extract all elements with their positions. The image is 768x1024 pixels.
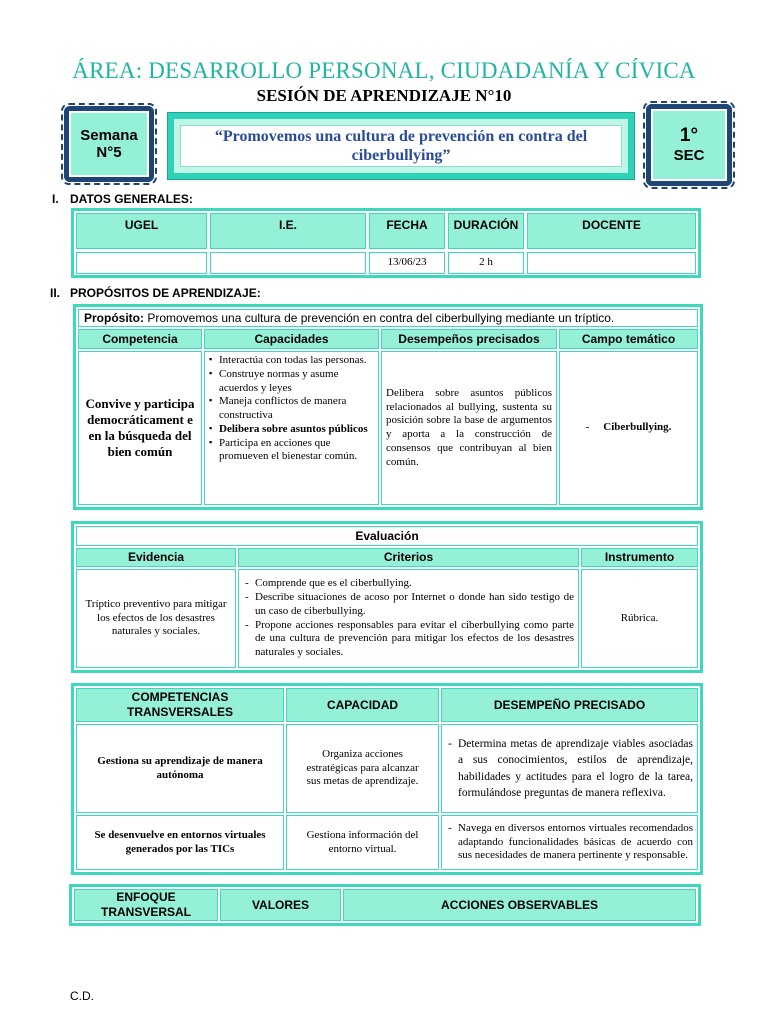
datos-generales-table: [71, 208, 701, 278]
area-title: ÁREA: DESARROLLO PERSONAL, CIUDADANÍA Y CÍVICA: [72, 58, 696, 83]
session-topic-frame: [167, 112, 635, 180]
section-number: II.: [50, 286, 61, 300]
transversal-capacidad-1: Organiza acciones estratégicas para alcanzar sus metas de aprendizaje.: [286, 724, 439, 813]
value-docente: [527, 252, 696, 274]
col-ugel: UGEL: [76, 213, 207, 249]
instrumento-cell: Rúbrica.: [581, 569, 698, 668]
col-competencias-transversales: COMPETENCIAS TRANSVERSALES: [76, 688, 284, 722]
col-fecha: FECHA: [369, 213, 445, 249]
value-ie: [210, 252, 366, 274]
campo-tematico-text: Ciberbullying.: [603, 421, 672, 434]
transversal-capacidad-2: Gestiona información del entorno virtual.: [286, 815, 439, 870]
footer-initials: C.D.: [70, 989, 94, 1003]
transversales-table: [71, 683, 703, 875]
transversal-desempeno-1: [441, 724, 698, 813]
value-fecha: 13/06/23: [369, 252, 445, 274]
criterios-list: [243, 577, 574, 660]
transversal-competencia-1: Gestiona su aprendizaje de manera autónoma: [76, 724, 284, 813]
col-capacidades: Capacidades: [204, 329, 379, 349]
proposito-text: Promovemos una cultura de prevención en contra del ciberbullying mediante un tríptico.: [144, 310, 615, 325]
session-topic: “Promovemos una cultura de prevención en contra del ciberbullying”: [180, 125, 622, 167]
list-item: - Navega en diversos entornos virtuales recomendados adaptando funcionalidades básicas de acuerdo con sus necesidades de manera pertinente y responsable.: [446, 822, 693, 863]
section-heading-propositos: [50, 286, 261, 300]
list-item: ▪ Interactúa con todas las personas.: [209, 354, 374, 368]
list-item: - Determina metas de aprendizaje viables asociadas a sus conocimientos, estilos de aprendizaje, habilidades y actitudes para el logro de la tarea, formulándose preguntas de manera reflexiva.: [446, 736, 693, 800]
col-campo-tematico: Campo temático: [559, 329, 698, 349]
col-competencia: Competencia: [78, 329, 202, 349]
week-badge-line1: Semana: [80, 126, 138, 144]
grade-badge: [646, 104, 732, 186]
capacidades-cell: [204, 351, 379, 505]
col-valores: VALORES: [220, 889, 341, 921]
list-item: - Propone acciones responsables para evitar el ciberbullying como parte de una cultura de prevención para mitigar los efectos de los desastres naturales y sociales.: [243, 619, 574, 660]
section-number: I.: [52, 192, 59, 206]
desempeno-text: Delibera sobre asuntos públicos relacionados al bullying, sustenta su posición sobre la base de argumentos y aporta a la construcción de consensos que contribuyan al bien común.: [386, 386, 552, 468]
transversal-desempeno-2: [441, 815, 698, 870]
section-heading-text: DATOS GENERALES:: [70, 192, 193, 206]
competencia-cell: Convive y participa democráticament e en la búsqueda del bien común: [78, 351, 202, 505]
desempeno-list-2: [446, 822, 693, 863]
list-item: - Comprende que es el ciberbullying.: [243, 577, 574, 591]
list-item: ▪ Participa en acciones que promueven el bienestar común.: [209, 437, 374, 465]
evaluacion-table: [71, 521, 703, 673]
grade-badge-line2: SEC: [673, 147, 705, 165]
col-enfoque-transversal: ENFOQUE TRANSVERSAL: [74, 889, 218, 921]
list-item: - Describe situaciones de acoso por Internet o donde han sido testigo de un caso de ciberbullying.: [243, 591, 574, 619]
col-capacidad: CAPACIDAD: [286, 688, 439, 722]
evidencia-cell: Tríptico preventivo para mitigar los efectos de los desastres naturales y sociales.: [76, 569, 236, 668]
col-criterios: Criterios: [238, 548, 579, 567]
value-duracion: 2 h: [448, 252, 524, 274]
campo-dash: -: [585, 421, 590, 434]
col-desempeno-precisado: DESEMPEÑO PRECISADO: [441, 688, 698, 722]
enfoque-table: [69, 884, 701, 926]
week-badge: [64, 106, 154, 182]
criterios-cell: [238, 569, 579, 668]
week-badge-line2: N°5: [96, 144, 122, 161]
proposito-label: Propósito:: [84, 310, 144, 325]
col-desempenos: Desempeños precisados: [381, 329, 557, 349]
campo-tematico-cell: [559, 351, 698, 505]
value-ugel: [76, 252, 207, 274]
evaluacion-title: Evaluación: [76, 526, 698, 546]
col-ie: I.E.: [210, 213, 366, 249]
section-heading-datos: [52, 192, 193, 206]
session-title: SESIÓN DE APRENDIZAJE N°10: [256, 86, 512, 105]
col-evidencia: Evidencia: [76, 548, 236, 567]
desempeno-cell: [381, 351, 557, 505]
propositos-table: [73, 304, 703, 510]
col-instrumento: Instrumento: [581, 548, 698, 567]
list-item: ▪ Maneja conflictos de manera constructiva: [209, 395, 374, 423]
col-duracion: DURACIÓN: [448, 213, 524, 249]
col-acciones-observables: ACCIONES OBSERVABLES: [343, 889, 696, 921]
proposito-row: [78, 309, 698, 327]
capacidades-list: [209, 354, 374, 464]
list-item: ▪ Construye normas y asume acuerdos y leyes: [209, 368, 374, 396]
desempeno-list-1: [446, 736, 693, 800]
grade-badge-line1: 1°: [679, 125, 699, 147]
col-docente: DOCENTE: [527, 213, 696, 249]
transversal-competencia-2: Se desenvuelve en entornos virtuales generados por las TICs: [76, 815, 284, 870]
section-heading-text: PROPÓSITOS DE APRENDIZAJE:: [70, 286, 261, 300]
list-item: ▪ Delibera sobre asuntos públicos: [209, 423, 374, 437]
